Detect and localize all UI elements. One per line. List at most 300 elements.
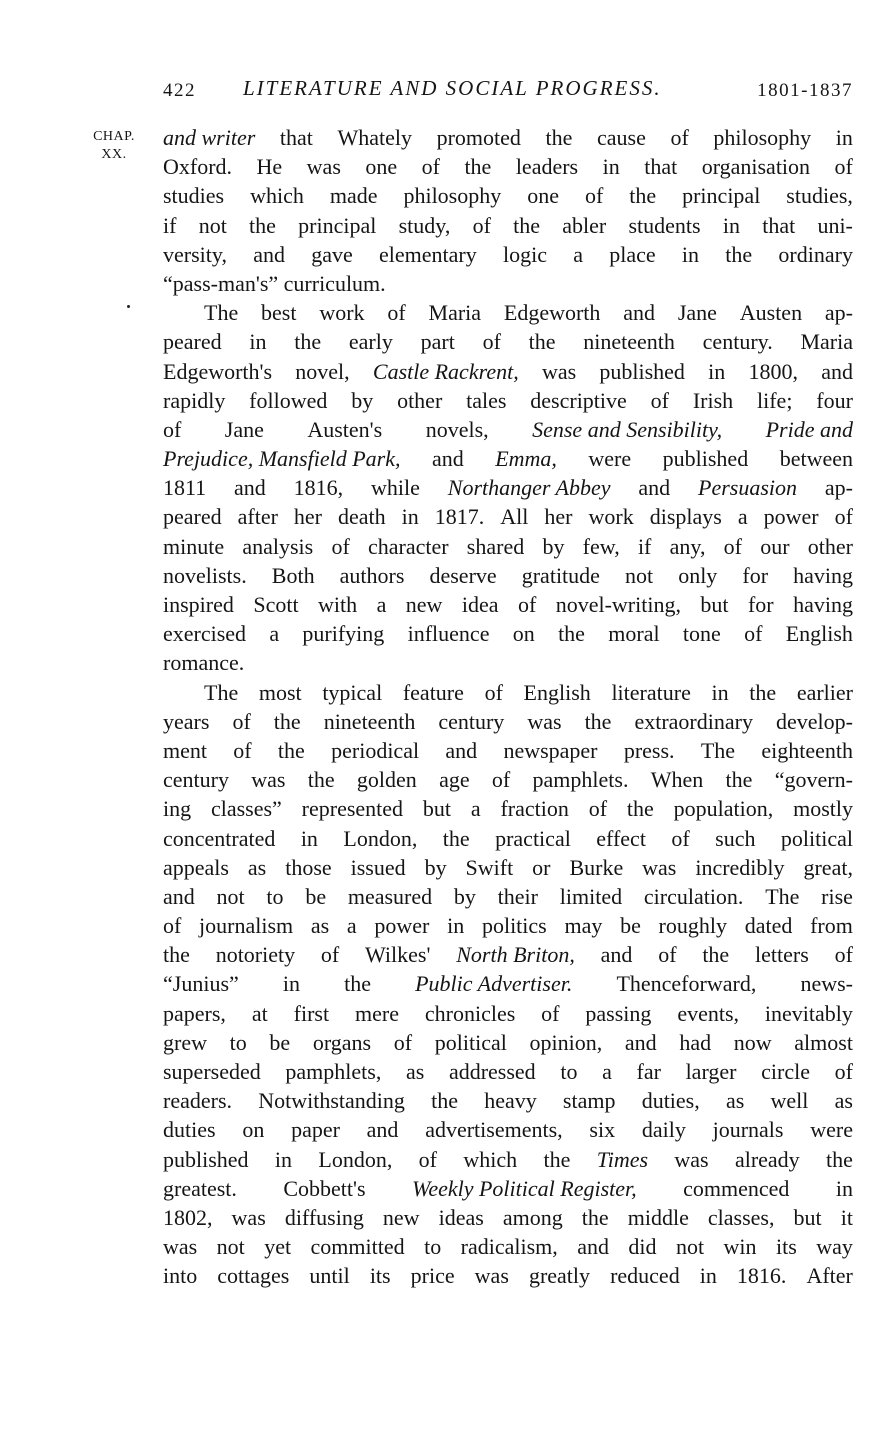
word: other (397, 387, 443, 413)
word: the (344, 971, 371, 997)
word: a (737, 504, 748, 530)
word: of (834, 942, 853, 968)
word: uni- (817, 212, 853, 238)
word: “govern- (774, 767, 853, 793)
word: middle (627, 1204, 689, 1230)
word: the (163, 942, 190, 968)
word: rapidly (163, 387, 226, 413)
word: few, (582, 533, 620, 559)
word: on (242, 1117, 265, 1143)
word: work (588, 504, 634, 530)
word: of (584, 183, 604, 209)
word: develop- (775, 708, 853, 734)
text-line (163, 648, 853, 677)
word: leaders (515, 154, 579, 180)
word: the (558, 621, 585, 647)
word: organs (312, 1029, 372, 1055)
word: as (405, 1059, 425, 1084)
word: place (609, 241, 656, 267)
word: politics (481, 913, 547, 939)
word: were (810, 1117, 853, 1143)
word: newspaper (503, 737, 598, 763)
word: shared (466, 533, 525, 559)
word: followed (249, 387, 328, 413)
word: limited (559, 883, 623, 909)
word: duties, (641, 1088, 700, 1114)
word: The (204, 679, 239, 705)
word: greatest. (163, 1175, 237, 1201)
word: the (273, 708, 301, 734)
word: at (251, 1000, 268, 1026)
word: its (369, 1263, 391, 1289)
word: studies (163, 183, 225, 209)
word: of (232, 708, 251, 734)
word: peared (163, 504, 222, 530)
word: such (715, 825, 756, 851)
text-line (163, 240, 853, 269)
word: the (626, 796, 654, 822)
word: be (620, 913, 641, 939)
text-line (163, 1086, 853, 1115)
text-line (163, 882, 853, 911)
word: ap- (824, 300, 853, 326)
italic-title: Emma, (495, 446, 557, 472)
word: of (834, 1059, 853, 1084)
text-line (163, 181, 853, 210)
word: new (405, 592, 443, 617)
word: from (810, 913, 853, 939)
word: of (671, 825, 690, 851)
text-line (163, 1174, 853, 1203)
word: as (725, 1088, 745, 1114)
word: a (602, 1059, 612, 1084)
word: moral (608, 621, 660, 647)
word: peared (163, 329, 222, 355)
text-line (163, 532, 853, 561)
word: letters (755, 942, 809, 968)
word: tales (466, 387, 507, 413)
word: the (725, 767, 753, 793)
word: did (628, 1234, 657, 1260)
text-line (163, 386, 853, 415)
word: in (835, 1175, 853, 1201)
text-line (163, 502, 853, 531)
word: Whately (337, 125, 413, 150)
word: of (163, 913, 182, 939)
word: by (542, 533, 565, 559)
word: almost (794, 1029, 853, 1055)
word: concentrated (163, 825, 276, 851)
word: price (410, 1263, 455, 1289)
word: appeals (163, 854, 229, 880)
word: which (463, 1146, 518, 1172)
word: golden (356, 767, 417, 793)
text-line (163, 969, 853, 998)
word: 1816, (293, 475, 344, 501)
word: of (670, 125, 689, 150)
body-text (163, 123, 853, 1291)
italic-title: Castle Rackrent, (372, 358, 519, 384)
word: the (749, 679, 777, 705)
text-line (163, 765, 853, 794)
word: purifying (302, 621, 385, 647)
word: a (346, 913, 357, 939)
word: journalism (199, 913, 294, 939)
word: inevitably (764, 1000, 853, 1026)
text-line (163, 619, 853, 648)
word: among (502, 1204, 563, 1230)
word: “Junius” (163, 971, 239, 997)
word: superseded (163, 1059, 261, 1084)
word: eighteenth (761, 737, 853, 763)
word: events, (677, 1000, 740, 1026)
word: into (163, 1263, 198, 1289)
word: classes” (210, 796, 282, 822)
word: earlier (796, 679, 853, 705)
word: if (637, 533, 652, 559)
italic-title: Persuasion (698, 475, 798, 501)
chapter-margin-label (74, 128, 154, 164)
word: of (744, 621, 763, 647)
word: studies, (786, 183, 853, 209)
word: in (300, 825, 318, 851)
word: circle (761, 1059, 810, 1084)
word: paper (291, 1117, 340, 1143)
word: a (376, 592, 387, 617)
word: organisation (701, 154, 811, 180)
word: made (329, 183, 378, 209)
word: Austen (739, 300, 803, 326)
text-line (163, 269, 853, 298)
word: dated (744, 913, 793, 939)
word: the (629, 183, 657, 209)
word: the (581, 1204, 609, 1230)
word: Both (271, 562, 315, 588)
word: Notwithstanding (258, 1088, 405, 1114)
word: The (765, 883, 800, 909)
word: well (770, 1088, 809, 1114)
word: of (723, 533, 742, 559)
word: The (700, 737, 736, 763)
word: feature (402, 679, 464, 705)
word: of (482, 329, 501, 355)
paragraph-first-line (163, 678, 853, 707)
word: notoriety (215, 942, 296, 968)
text-line (163, 211, 853, 240)
word: philosophy (713, 125, 812, 150)
text-line (163, 415, 853, 444)
word: of (393, 1029, 413, 1055)
word: was (163, 1234, 198, 1260)
word: and (624, 1029, 657, 1055)
word: of (163, 416, 182, 442)
running-title: LITERATURE AND SOCIAL PROGRESS. (243, 76, 662, 100)
word: the (464, 154, 492, 180)
word: and (623, 300, 655, 326)
italic-title: Public Advertiser. (415, 971, 573, 997)
word: one (527, 183, 559, 209)
word: political (780, 825, 853, 851)
word: was (642, 854, 677, 880)
word: exercised (163, 621, 247, 647)
word: in (722, 212, 740, 238)
word: extraordinary (634, 708, 753, 734)
italic-title: and writer (163, 125, 256, 150)
word: greatly (528, 1263, 591, 1289)
word: gave (311, 241, 353, 267)
text-line (163, 911, 853, 940)
word: now (733, 1029, 772, 1055)
word: ordinary (778, 241, 853, 267)
text-line (163, 853, 853, 882)
word: Jane (677, 300, 717, 326)
word: heavy (484, 1088, 537, 1114)
word: century. (702, 329, 773, 355)
word: as (834, 1088, 853, 1114)
word: Maria (428, 300, 482, 326)
word: in (681, 241, 700, 267)
word: London, (318, 1146, 393, 1172)
word: cause (597, 125, 646, 150)
word: incredibly (695, 854, 785, 880)
word: larger (685, 1059, 737, 1084)
word: the (431, 1088, 458, 1114)
chapter-label: CHAP. (93, 129, 135, 144)
word: descriptive (530, 387, 627, 413)
word: the (307, 767, 335, 793)
word: and (577, 1234, 609, 1260)
word: by (453, 883, 476, 909)
word: not (216, 1234, 245, 1260)
word: daily (641, 1117, 686, 1143)
word: by (351, 387, 374, 413)
word: six (589, 1117, 616, 1143)
word: papers, (163, 1000, 226, 1026)
word: a (573, 241, 583, 267)
word: win (723, 1234, 757, 1260)
word: having (793, 562, 853, 588)
word: in (602, 154, 620, 180)
chapter-number: XX. (101, 147, 127, 162)
word: or (532, 854, 551, 880)
word: the (543, 1146, 571, 1172)
word: other (807, 533, 853, 559)
word: fraction (500, 796, 569, 822)
word: elementary (379, 241, 477, 267)
word: until (309, 1263, 350, 1289)
word: gratitude (521, 562, 600, 588)
word: most (258, 679, 302, 705)
word: classes, (707, 1204, 775, 1230)
text-line (163, 707, 853, 736)
word: ap- (824, 475, 853, 501)
word: of (331, 533, 350, 559)
word: not (198, 212, 227, 238)
word: was (231, 1204, 266, 1230)
word: mere (354, 1000, 399, 1026)
word: Maria (800, 329, 853, 355)
word: the (826, 1146, 853, 1172)
word: in (711, 679, 729, 705)
word: typical (322, 679, 383, 705)
word: and (253, 241, 285, 267)
word: century (438, 708, 505, 734)
text-line (163, 561, 853, 590)
word: with (318, 592, 358, 617)
word: Burke (569, 854, 624, 880)
text-line (163, 1057, 853, 1086)
word: between (779, 446, 853, 472)
text-line (163, 1232, 853, 1261)
word: Thenceforward, (616, 971, 757, 997)
word: on (512, 621, 535, 647)
word: All (500, 504, 529, 530)
word: having (793, 592, 853, 617)
word: readers. (163, 1088, 233, 1114)
word: 1811 (163, 475, 207, 501)
word: deserve (429, 562, 497, 588)
word: reduced (610, 1263, 680, 1289)
word: those (285, 854, 332, 880)
word: romance. (163, 650, 245, 676)
italic-title: Weekly Political Register, (412, 1175, 637, 1201)
word: circulation. (643, 883, 744, 909)
word: students (628, 212, 701, 238)
word: Swift (465, 854, 514, 880)
word: was (474, 1263, 509, 1289)
word: After (806, 1263, 853, 1289)
text-line (163, 794, 853, 823)
word: stamp (562, 1088, 616, 1114)
word: of (233, 737, 252, 763)
word: of (650, 387, 669, 413)
word: death (338, 504, 386, 530)
word: pamphlets, (285, 1059, 382, 1084)
word: yet (264, 1234, 292, 1260)
word: nineteenth (583, 329, 675, 355)
word: radicalism, (460, 1234, 558, 1260)
word: influence (407, 621, 490, 647)
word: the (725, 241, 753, 267)
word: Cobbett's (283, 1175, 366, 1201)
text-line (163, 1028, 853, 1057)
word: that (762, 212, 796, 238)
word: but (700, 592, 729, 617)
word: the (513, 212, 541, 238)
word: Oxford. (163, 154, 233, 180)
word: not (675, 1234, 705, 1260)
word: power (763, 504, 819, 530)
word: first (293, 1000, 330, 1026)
word: their (497, 883, 538, 909)
word: versity, (163, 241, 227, 267)
italic-title: Times (596, 1146, 649, 1172)
word: by (424, 854, 447, 880)
word: of (418, 1146, 437, 1172)
word: authors (339, 562, 405, 588)
word: novel-writing, (555, 592, 681, 617)
word: principal (298, 212, 377, 238)
word: ment (163, 737, 207, 763)
word: one (365, 154, 398, 180)
word: Wilkes' (365, 942, 431, 968)
word: and (600, 942, 633, 968)
word: in (447, 913, 465, 939)
word: 1816. (736, 1263, 787, 1289)
word: tone (682, 621, 721, 647)
word: English (785, 621, 853, 647)
word: addressed (448, 1059, 536, 1084)
word: but (422, 796, 452, 822)
word: of (421, 154, 440, 180)
word: novel, (295, 358, 350, 384)
word: the (545, 125, 573, 150)
word: to (424, 1234, 442, 1260)
word: to (560, 1059, 578, 1084)
word: the (277, 737, 305, 763)
word: and (638, 475, 671, 501)
page-number: 422 (163, 80, 196, 101)
word: life; (757, 387, 793, 413)
text-line (163, 940, 853, 969)
word: years (163, 708, 210, 734)
word: that (279, 125, 313, 150)
word: not (625, 562, 654, 588)
word: new (382, 1204, 420, 1230)
word: be (305, 883, 327, 909)
word: her (293, 504, 323, 530)
word: to (229, 1029, 247, 1055)
word: four (816, 387, 853, 413)
word: far (636, 1059, 661, 1084)
word: ideas (438, 1204, 484, 1230)
paragraph-first-line (163, 298, 853, 327)
word: mostly (793, 796, 853, 822)
word: the (294, 329, 322, 355)
word: measured (347, 883, 433, 909)
word: century (163, 767, 229, 793)
word: political (434, 1029, 507, 1055)
word: power (374, 913, 430, 939)
word: in (249, 329, 267, 355)
word: as (310, 913, 330, 939)
italic-title: Northanger Abbey (447, 475, 611, 501)
text-line (163, 999, 853, 1028)
word: were (588, 446, 632, 472)
word: and (821, 358, 853, 384)
word: 1800, (748, 358, 798, 384)
word: roughly (658, 913, 727, 939)
word: may (564, 913, 603, 939)
word: committed (310, 1234, 405, 1260)
word: of (834, 504, 853, 530)
text-line (163, 357, 853, 386)
word: only (678, 562, 718, 588)
word: London, (343, 825, 418, 851)
word: effect (596, 825, 646, 851)
word: 1802, (163, 1204, 213, 1230)
word: cottages (217, 1263, 290, 1289)
word: was (541, 358, 577, 384)
word: literature (611, 679, 691, 705)
word: was (674, 1146, 709, 1172)
text-line (163, 444, 853, 473)
word: and (431, 446, 464, 472)
word: was (251, 767, 286, 793)
word: logic (502, 241, 547, 267)
word: Scott (253, 592, 299, 617)
margin-mark (127, 305, 130, 308)
